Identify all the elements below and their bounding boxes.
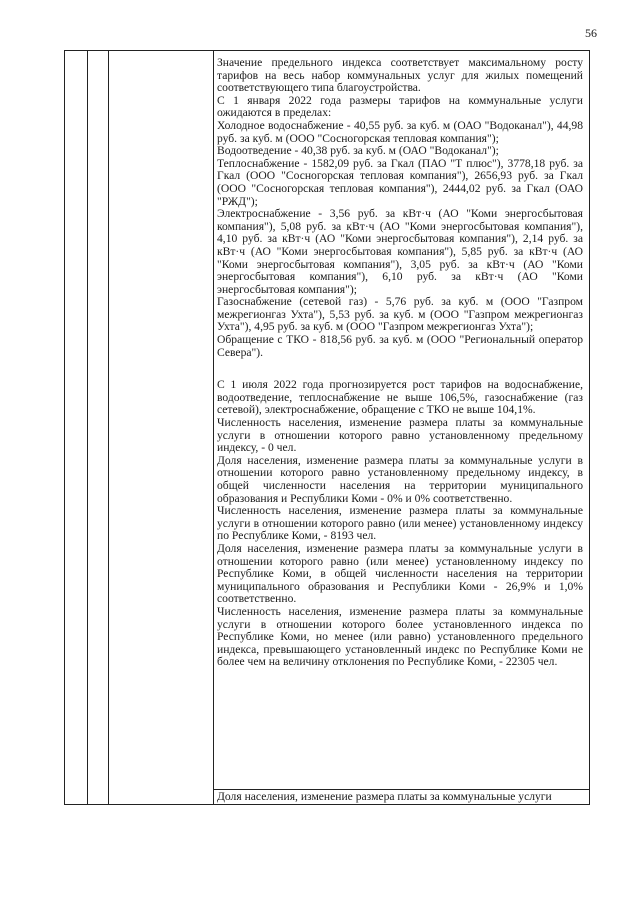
last-row-text: Доля населения, изменение размера платы за коммунальные услуги xyxy=(217,791,552,803)
paragraph: Обращение с ТКО - 818,56 руб. за куб. м (ООО "Региональный оператор Севера"). xyxy=(217,333,583,359)
paragraph: Численность населения, изменение размера платы за коммунальные услуги в отношении которого равно установленному предельному индексу, - 0 чел. xyxy=(217,416,583,455)
paragraph: С 1 июля 2022 года прогнозируется рост тарифов на водоснабжение, водоотведение, теплоснабжение не выше 106,5%, газоснабжение (газ сетевой), электроснабжение, обращение с ТКО не выше 104,1%. xyxy=(217,378,583,417)
paragraph-gap xyxy=(217,359,583,379)
paragraph: Теплоснабжение - 1582,09 руб. за Гкал (ПАО "Т плюс"), 3778,18 руб. за Гкал (ООО "Сосногорская тепловая компания"), 2656,93 руб. за Гкал (ООО "Сосногорская тепловая компания"), 2444,02 руб. за Гкал (ОАО "РЖД"); xyxy=(217,156,583,208)
paragraph: Доля населения, изменение размера платы за коммунальные услуги в отношении которого равно (или менее) установленному индексу по Республике Коми, в общей численности населения на территории муниципального образования и Республики Коми - 26,9% и 1,0% соответственно. xyxy=(217,541,583,606)
paragraph: Газоснабжение (сетевой газ) - 5,76 руб. за куб. м (ООО "Газпром межрегионгаз Ухта"), 5,53 руб. за куб. м (ООО "Газпром межрегионгаз Ухта"), 4,95 руб. за куб. м (ООО "Газпром межрегионгаз Ухта"); xyxy=(217,295,583,334)
column-divider xyxy=(213,51,214,804)
paragraph: С 1 января 2022 года размеры тарифов на коммунальные услуги ожидаются в пределах: xyxy=(217,93,583,120)
paragraph: Холодное водоснабжение - 40,55 руб. за куб. м (ОАО "Водоканал"), 44,98 руб. за куб. м (ООО "Сосногорская тепловая компания"); xyxy=(217,118,583,145)
paragraph: Электроснабжение - 3,56 руб. за кВт·ч (АО "Коми энергосбытовая компания"), 5,08 руб. за кВт·ч (АО "Коми энергосбытовая компания"), 4,10 руб. за кВт·ч (АО "Коми энергосбытовая компания"), 2,14 руб. за кВт·ч (АО "Коми энергосбытовая компания"), 5,85 руб. за кВт·ч (АО "Коми энергосбытовая компания"), 3,05 руб. за кВт·ч (АО "Коми энергосбытовая компания"), 6,10 руб. за кВт·ч (АО "Коми энергосбытовая компания"); xyxy=(217,207,583,296)
paragraph: Доля населения, изменение размера платы за коммунальные услуги в отношении которого равно установленному предельному индексу, в общей численности населения на территории муниципального образования и Республики Коми - 0% и 0% соответственно. xyxy=(217,453,583,505)
column-divider xyxy=(87,51,88,804)
page-number: 56 xyxy=(585,26,597,40)
paragraph: Численность населения, изменение размера платы за коммунальные услуги в отношении которого более установленного индекса по Республике Коми, но менее (или равно) установленного предельного индекса, превышающего установленный индекс по Республике Коми не более чем на величину отклонения по Республике Коми, - 22305 чел. xyxy=(217,604,583,669)
row-divider xyxy=(213,789,589,790)
paragraph: Значение предельного индекса соответствует максимальному росту тарифов на весь набор коммунальных услуг для жилых помещений соответствующего типа благоустройства. xyxy=(217,56,583,95)
column-divider xyxy=(108,51,109,804)
document-table xyxy=(64,50,590,805)
text-cell xyxy=(217,57,583,669)
paragraph: Численность населения, изменение размера платы за коммунальные услуги в отношении которого равно (или менее) установленному индексу по Республике Коми, - 8193 чел. xyxy=(217,504,583,543)
paragraph: Водоотведение - 40,38 руб. за куб. м (ОАО "Водоканал"); xyxy=(217,144,499,158)
